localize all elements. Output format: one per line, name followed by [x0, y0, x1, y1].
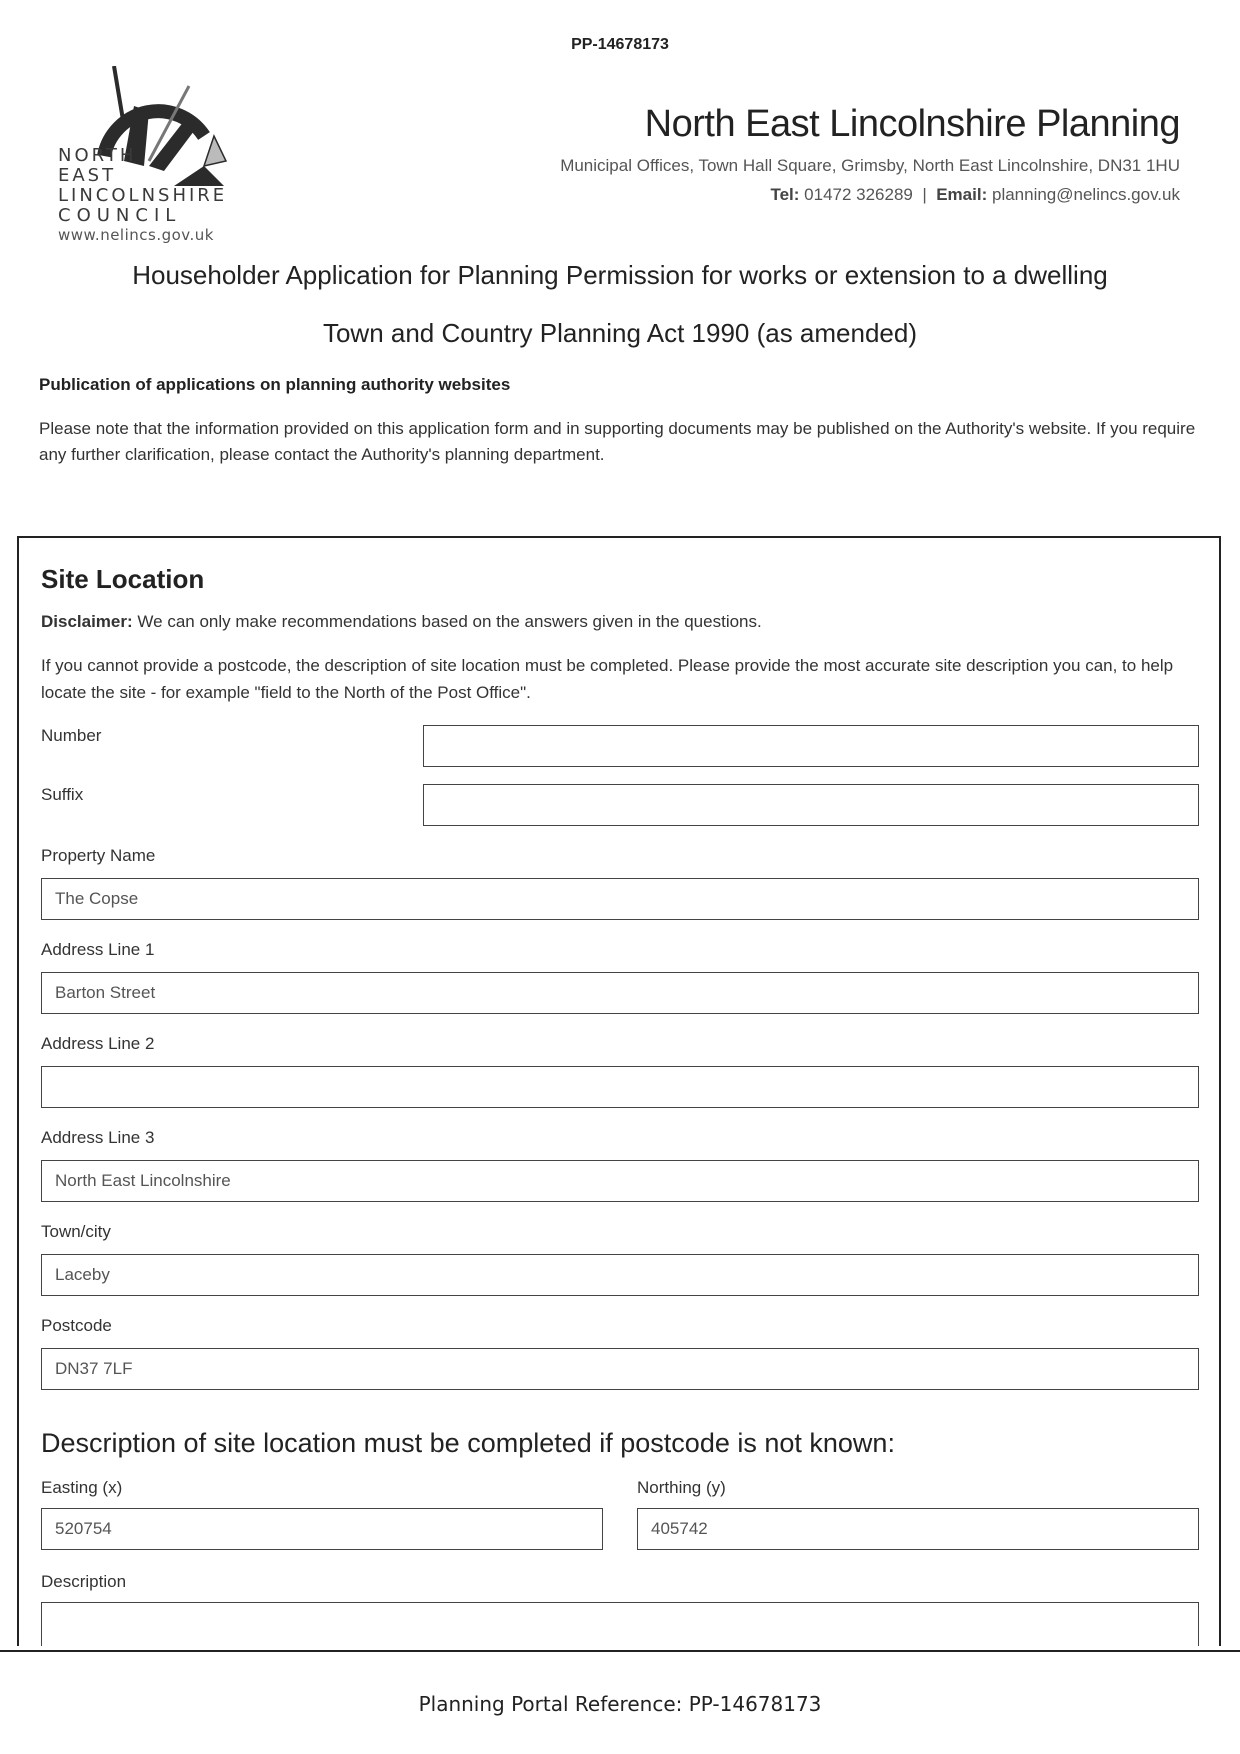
address-line-2-label: Address Line 2 [41, 1034, 155, 1053]
authority-title: North East Lincolnshire Planning [644, 103, 1180, 145]
logo-line: LINCOLNSHIRE [58, 185, 228, 206]
form-title: Householder Application for Planning Permission for works or extension to a dwelling [132, 260, 1108, 290]
publication-text: Please note that the information provided on this application form and in supporting documents may be published on the Authority's website. If you require any further clarification, please contact the Authority's planning department. [39, 419, 1196, 464]
property-name-input[interactable]: The Copse [41, 878, 1199, 920]
town-city-input[interactable]: Laceby [41, 1254, 1199, 1296]
suffix-label: Suffix [41, 785, 84, 804]
suffix-input[interactable] [423, 784, 1199, 826]
easting-label: Easting (x) [41, 1478, 123, 1497]
address-line-1-label: Address Line 1 [41, 940, 155, 959]
footer-divider [0, 1650, 1240, 1652]
address-line-3-label: Address Line 3 [41, 1128, 155, 1147]
address-line-1-input[interactable]: Barton Street [41, 972, 1199, 1014]
authority-header [560, 102, 1180, 205]
site-location-section [17, 536, 1221, 1646]
email-address[interactable]: planning@nelincs.gov.uk [991, 185, 1180, 204]
easting-input[interactable]: 520754 [41, 1508, 603, 1550]
footer-reference: Planning Portal Reference: PP-14678173 [418, 1692, 822, 1716]
reference-number-top: PP-14678173 [571, 36, 669, 53]
logo-line: EAST [58, 165, 117, 186]
authority-address: Municipal Offices, Town Hall Square, Grimsby, North East Lincolnshire, DN31 1HU [560, 156, 1180, 175]
description-textarea[interactable] [41, 1602, 1199, 1646]
authority-contact [560, 185, 1180, 205]
site-instructions: If you cannot provide a postcode, the description of site location must be completed. Please provide the most accurate site description you can, to help locate the site - for example "field to the North of the Post Office". [41, 656, 1174, 702]
email-label: Email: [936, 185, 988, 204]
description-heading: Description of site location must be completed if postcode is not known: [41, 1428, 895, 1458]
publication-heading: Publication of applications on planning authority websites [39, 375, 511, 394]
town-city-label: Town/city [41, 1222, 111, 1241]
address-line-3-input[interactable]: North East Lincolnshire [41, 1160, 1199, 1202]
number-input[interactable] [423, 725, 1199, 767]
logo-line: NORTH [58, 145, 137, 166]
postcode-label: Postcode [41, 1316, 112, 1335]
tel-number: 01472 326289 [804, 185, 913, 204]
logo-line: COUNCIL [58, 205, 182, 226]
description-label: Description [41, 1572, 127, 1591]
section-title: Site Location [41, 564, 205, 594]
contact-separator: | [922, 185, 927, 204]
council-logo [54, 66, 244, 246]
logo-website: www.nelincs.gov.uk [58, 226, 214, 244]
tel-label: Tel: [770, 185, 800, 204]
form-act: Town and Country Planning Act 1990 (as amended) [322, 318, 918, 348]
number-label: Number [41, 726, 102, 745]
disclaimer [41, 608, 1199, 635]
disclaimer-text: We can only make recommendations based on the answers given in the questions. [137, 612, 762, 631]
disclaimer-label: Disclaimer: [41, 612, 133, 631]
northing-label: Northing (y) [637, 1478, 726, 1497]
postcode-input[interactable]: DN37 7LF [41, 1348, 1199, 1390]
address-line-2-input[interactable] [41, 1066, 1199, 1108]
northing-input[interactable]: 405742 [637, 1508, 1199, 1550]
property-name-label: Property Name [41, 846, 156, 865]
